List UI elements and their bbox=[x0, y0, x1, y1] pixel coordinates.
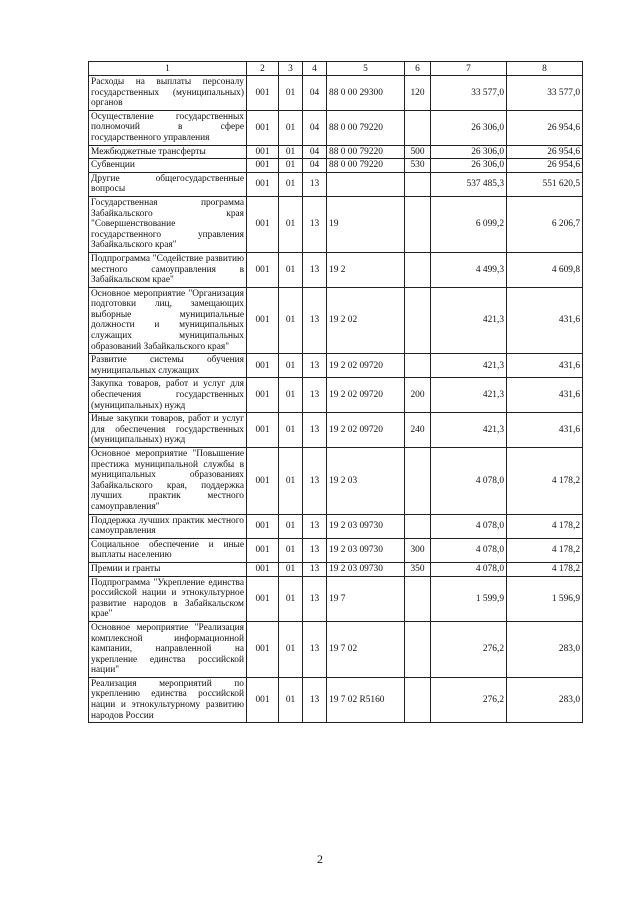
cell-amount-year-1: 1 599,9 bbox=[431, 576, 507, 621]
cell-subsection: 04 bbox=[303, 110, 327, 145]
cell-subsection: 13 bbox=[303, 196, 327, 252]
table-row bbox=[89, 562, 583, 576]
table-row bbox=[89, 413, 583, 448]
page-number: 2 bbox=[317, 852, 323, 866]
cell-expense-type bbox=[405, 448, 431, 515]
cell-section: 01 bbox=[279, 413, 303, 448]
table-row bbox=[89, 354, 583, 378]
cell-amount-year-2: 4 609,8 bbox=[507, 252, 583, 287]
cell-code-ministry: 001 bbox=[247, 110, 279, 145]
cell-code-ministry: 001 bbox=[247, 159, 279, 173]
table-row bbox=[89, 677, 583, 722]
cell-amount-year-2: 283,0 bbox=[507, 621, 583, 677]
row-name: Другие общегосударственные вопросы bbox=[89, 172, 247, 196]
header-row bbox=[89, 62, 583, 76]
cell-amount-year-2: 431,6 bbox=[507, 378, 583, 413]
cell-target-article: 19 2 02 09720 bbox=[327, 354, 405, 378]
row-name: Премии и гранты bbox=[89, 562, 247, 576]
cell-amount-year-1: 4 078,0 bbox=[431, 448, 507, 515]
table-row bbox=[89, 110, 583, 145]
cell-expense-type: 500 bbox=[405, 145, 431, 159]
cell-section: 01 bbox=[279, 576, 303, 621]
cell-code-ministry: 001 bbox=[247, 576, 279, 621]
cell-expense-type bbox=[405, 196, 431, 252]
cell-expense-type bbox=[405, 514, 431, 538]
cell-amount-year-2: 1 596,9 bbox=[507, 576, 583, 621]
table-row bbox=[89, 196, 583, 252]
header-cell-4: 4 bbox=[303, 62, 327, 76]
header-cell-2: 2 bbox=[247, 62, 279, 76]
table-row bbox=[89, 252, 583, 287]
cell-subsection: 13 bbox=[303, 514, 327, 538]
cell-target-article: 19 2 02 09720 bbox=[327, 378, 405, 413]
cell-code-ministry: 001 bbox=[247, 145, 279, 159]
cell-target-article: 88 0 00 79220 bbox=[327, 145, 405, 159]
cell-subsection: 13 bbox=[303, 252, 327, 287]
cell-expense-type bbox=[405, 354, 431, 378]
cell-amount-year-1: 276,2 bbox=[431, 621, 507, 677]
cell-target-article: 19 2 02 09720 bbox=[327, 413, 405, 448]
cell-code-ministry: 001 bbox=[247, 514, 279, 538]
cell-expense-type: 350 bbox=[405, 562, 431, 576]
cell-section: 01 bbox=[279, 76, 303, 111]
cell-amount-year-2: 551 620,5 bbox=[507, 172, 583, 196]
row-name: Расходы на выплаты персоналу государственных (муниципальных) органов bbox=[89, 76, 247, 111]
cell-code-ministry: 001 bbox=[247, 378, 279, 413]
cell-target-article bbox=[327, 172, 405, 196]
cell-amount-year-1: 421,3 bbox=[431, 354, 507, 378]
table-row bbox=[89, 448, 583, 515]
cell-section: 01 bbox=[279, 378, 303, 413]
row-name: Подпрограмма "Содействие развитию местного самоуправления в Забайкальском крае" bbox=[89, 252, 247, 287]
cell-amount-year-1: 421,3 bbox=[431, 413, 507, 448]
cell-target-article: 19 2 bbox=[327, 252, 405, 287]
cell-target-article: 19 bbox=[327, 196, 405, 252]
cell-expense-type: 240 bbox=[405, 413, 431, 448]
cell-amount-year-1: 4 078,0 bbox=[431, 538, 507, 562]
row-name: Развитие системы обучения муниципальных служащих bbox=[89, 354, 247, 378]
table-body bbox=[89, 76, 583, 723]
cell-amount-year-2: 431,6 bbox=[507, 354, 583, 378]
cell-amount-year-1: 4 499,3 bbox=[431, 252, 507, 287]
cell-amount-year-1: 4 078,0 bbox=[431, 514, 507, 538]
header-cell-3: 3 bbox=[279, 62, 303, 76]
cell-code-ministry: 001 bbox=[247, 287, 279, 354]
cell-section: 01 bbox=[279, 159, 303, 173]
cell-code-ministry: 001 bbox=[247, 252, 279, 287]
cell-amount-year-1: 26 306,0 bbox=[431, 110, 507, 145]
cell-amount-year-2: 4 178,2 bbox=[507, 448, 583, 515]
cell-target-article: 19 2 03 09730 bbox=[327, 538, 405, 562]
cell-subsection: 13 bbox=[303, 172, 327, 196]
cell-section: 01 bbox=[279, 145, 303, 159]
table-row bbox=[89, 538, 583, 562]
cell-code-ministry: 001 bbox=[247, 448, 279, 515]
cell-amount-year-2: 431,6 bbox=[507, 413, 583, 448]
cell-subsection: 13 bbox=[303, 677, 327, 722]
row-name: Реализация мероприятий по укреплению единства российской нации и этнокультурному развитию народов России bbox=[89, 677, 247, 722]
cell-amount-year-2: 26 954,6 bbox=[507, 159, 583, 173]
cell-amount-year-1: 4 078,0 bbox=[431, 562, 507, 576]
row-name: Осуществление государственных полномочий в сфере государственного управления bbox=[89, 110, 247, 145]
cell-expense-type bbox=[405, 287, 431, 354]
cell-section: 01 bbox=[279, 252, 303, 287]
cell-amount-year-1: 26 306,0 bbox=[431, 159, 507, 173]
cell-amount-year-2: 26 954,6 bbox=[507, 145, 583, 159]
cell-expense-type bbox=[405, 172, 431, 196]
budget-table bbox=[88, 61, 583, 723]
cell-section: 01 bbox=[279, 448, 303, 515]
row-name: Субвенции bbox=[89, 159, 247, 173]
cell-section: 01 bbox=[279, 354, 303, 378]
row-name: Основное мероприятие "Повышение престижа муниципальной службы в муниципальных образованиях Забайкальского края, поддержка лучших практик местного самоуправления" bbox=[89, 448, 247, 515]
cell-target-article: 19 2 03 bbox=[327, 448, 405, 515]
row-name: Поддержка лучших практик местного самоуправления bbox=[89, 514, 247, 538]
cell-code-ministry: 001 bbox=[247, 76, 279, 111]
cell-code-ministry: 001 bbox=[247, 562, 279, 576]
cell-amount-year-2: 4 178,2 bbox=[507, 562, 583, 576]
row-name: Социальное обеспечение и иные выплаты населению bbox=[89, 538, 247, 562]
cell-amount-year-1: 421,3 bbox=[431, 287, 507, 354]
table-row bbox=[89, 159, 583, 173]
cell-expense-type bbox=[405, 110, 431, 145]
cell-subsection: 04 bbox=[303, 159, 327, 173]
cell-target-article: 88 0 00 29300 bbox=[327, 76, 405, 111]
cell-amount-year-1: 537 485,3 bbox=[431, 172, 507, 196]
table-row bbox=[89, 378, 583, 413]
table-row bbox=[89, 514, 583, 538]
cell-amount-year-2: 6 206,7 bbox=[507, 196, 583, 252]
header-cell-5: 5 bbox=[327, 62, 405, 76]
cell-expense-type: 300 bbox=[405, 538, 431, 562]
cell-code-ministry: 001 bbox=[247, 621, 279, 677]
cell-subsection: 13 bbox=[303, 576, 327, 621]
table-row bbox=[89, 76, 583, 111]
row-name: Иные закупки товаров, работ и услуг для обеспечения государственных (муниципальных) нужд bbox=[89, 413, 247, 448]
cell-amount-year-1: 33 577,0 bbox=[431, 76, 507, 111]
cell-code-ministry: 001 bbox=[247, 172, 279, 196]
cell-amount-year-1: 26 306,0 bbox=[431, 145, 507, 159]
cell-subsection: 13 bbox=[303, 354, 327, 378]
cell-subsection: 13 bbox=[303, 538, 327, 562]
cell-code-ministry: 001 bbox=[247, 354, 279, 378]
row-name: Межбюджетные трансферты bbox=[89, 145, 247, 159]
cell-section: 01 bbox=[279, 621, 303, 677]
cell-code-ministry: 001 bbox=[247, 413, 279, 448]
cell-target-article: 19 2 02 bbox=[327, 287, 405, 354]
cell-subsection: 13 bbox=[303, 413, 327, 448]
cell-amount-year-2: 4 178,2 bbox=[507, 538, 583, 562]
cell-section: 01 bbox=[279, 562, 303, 576]
table-row bbox=[89, 172, 583, 196]
cell-target-article: 88 0 00 79220 bbox=[327, 159, 405, 173]
cell-target-article: 88 0 00 79220 bbox=[327, 110, 405, 145]
cell-section: 01 bbox=[279, 538, 303, 562]
cell-amount-year-2: 283,0 bbox=[507, 677, 583, 722]
cell-subsection: 04 bbox=[303, 76, 327, 111]
cell-subsection: 13 bbox=[303, 448, 327, 515]
table-row bbox=[89, 287, 583, 354]
cell-expense-type bbox=[405, 677, 431, 722]
cell-section: 01 bbox=[279, 287, 303, 354]
cell-expense-type: 530 bbox=[405, 159, 431, 173]
cell-subsection: 04 bbox=[303, 145, 327, 159]
cell-subsection: 13 bbox=[303, 287, 327, 354]
cell-subsection: 13 bbox=[303, 378, 327, 413]
cell-target-article: 19 2 03 09730 bbox=[327, 514, 405, 538]
cell-expense-type bbox=[405, 576, 431, 621]
cell-subsection: 13 bbox=[303, 562, 327, 576]
cell-expense-type bbox=[405, 252, 431, 287]
cell-code-ministry: 001 bbox=[247, 538, 279, 562]
row-name: Закупка товаров, работ и услуг для обеспечения государственных (муниципальных) нужд bbox=[89, 378, 247, 413]
cell-target-article: 19 7 02 R5160 bbox=[327, 677, 405, 722]
row-name: Подпрограмма "Укрепление единства российской нации и этнокультурное развитие народов в Забайкальском крае" bbox=[89, 576, 247, 621]
cell-expense-type: 120 bbox=[405, 76, 431, 111]
header-cell-8: 8 bbox=[507, 62, 583, 76]
cell-amount-year-2: 33 577,0 bbox=[507, 76, 583, 111]
header-cell-7: 7 bbox=[431, 62, 507, 76]
cell-expense-type: 200 bbox=[405, 378, 431, 413]
cell-amount-year-2: 431,6 bbox=[507, 287, 583, 354]
table-row bbox=[89, 576, 583, 621]
cell-amount-year-2: 4 178,2 bbox=[507, 514, 583, 538]
row-name: Основное мероприятие "Организация подготовки лиц, замещающих выборные муниципальные должности и муниципальных служащих муниципальных образований Забайкальского края" bbox=[89, 287, 247, 354]
cell-amount-year-1: 276,2 bbox=[431, 677, 507, 722]
cell-section: 01 bbox=[279, 172, 303, 196]
cell-amount-year-1: 421,3 bbox=[431, 378, 507, 413]
cell-target-article: 19 2 03 09730 bbox=[327, 562, 405, 576]
table-row bbox=[89, 621, 583, 677]
cell-section: 01 bbox=[279, 110, 303, 145]
cell-code-ministry: 001 bbox=[247, 677, 279, 722]
cell-amount-year-2: 26 954,6 bbox=[507, 110, 583, 145]
table-row bbox=[89, 145, 583, 159]
cell-subsection: 13 bbox=[303, 621, 327, 677]
cell-expense-type bbox=[405, 621, 431, 677]
header-cell-1: 1 bbox=[89, 62, 247, 76]
cell-amount-year-1: 6 099,2 bbox=[431, 196, 507, 252]
row-name: Государственная программа Забайкальского края "Совершенствование государственного управления Забайкальского края" bbox=[89, 196, 247, 252]
cell-target-article: 19 7 02 bbox=[327, 621, 405, 677]
cell-target-article: 19 7 bbox=[327, 576, 405, 621]
cell-section: 01 bbox=[279, 514, 303, 538]
row-name: Основное мероприятие "Реализация комплексной информационной кампании, направленной на укрепление единства российской нации" bbox=[89, 621, 247, 677]
cell-section: 01 bbox=[279, 196, 303, 252]
cell-section: 01 bbox=[279, 677, 303, 722]
header-cell-6: 6 bbox=[405, 62, 431, 76]
cell-code-ministry: 001 bbox=[247, 196, 279, 252]
